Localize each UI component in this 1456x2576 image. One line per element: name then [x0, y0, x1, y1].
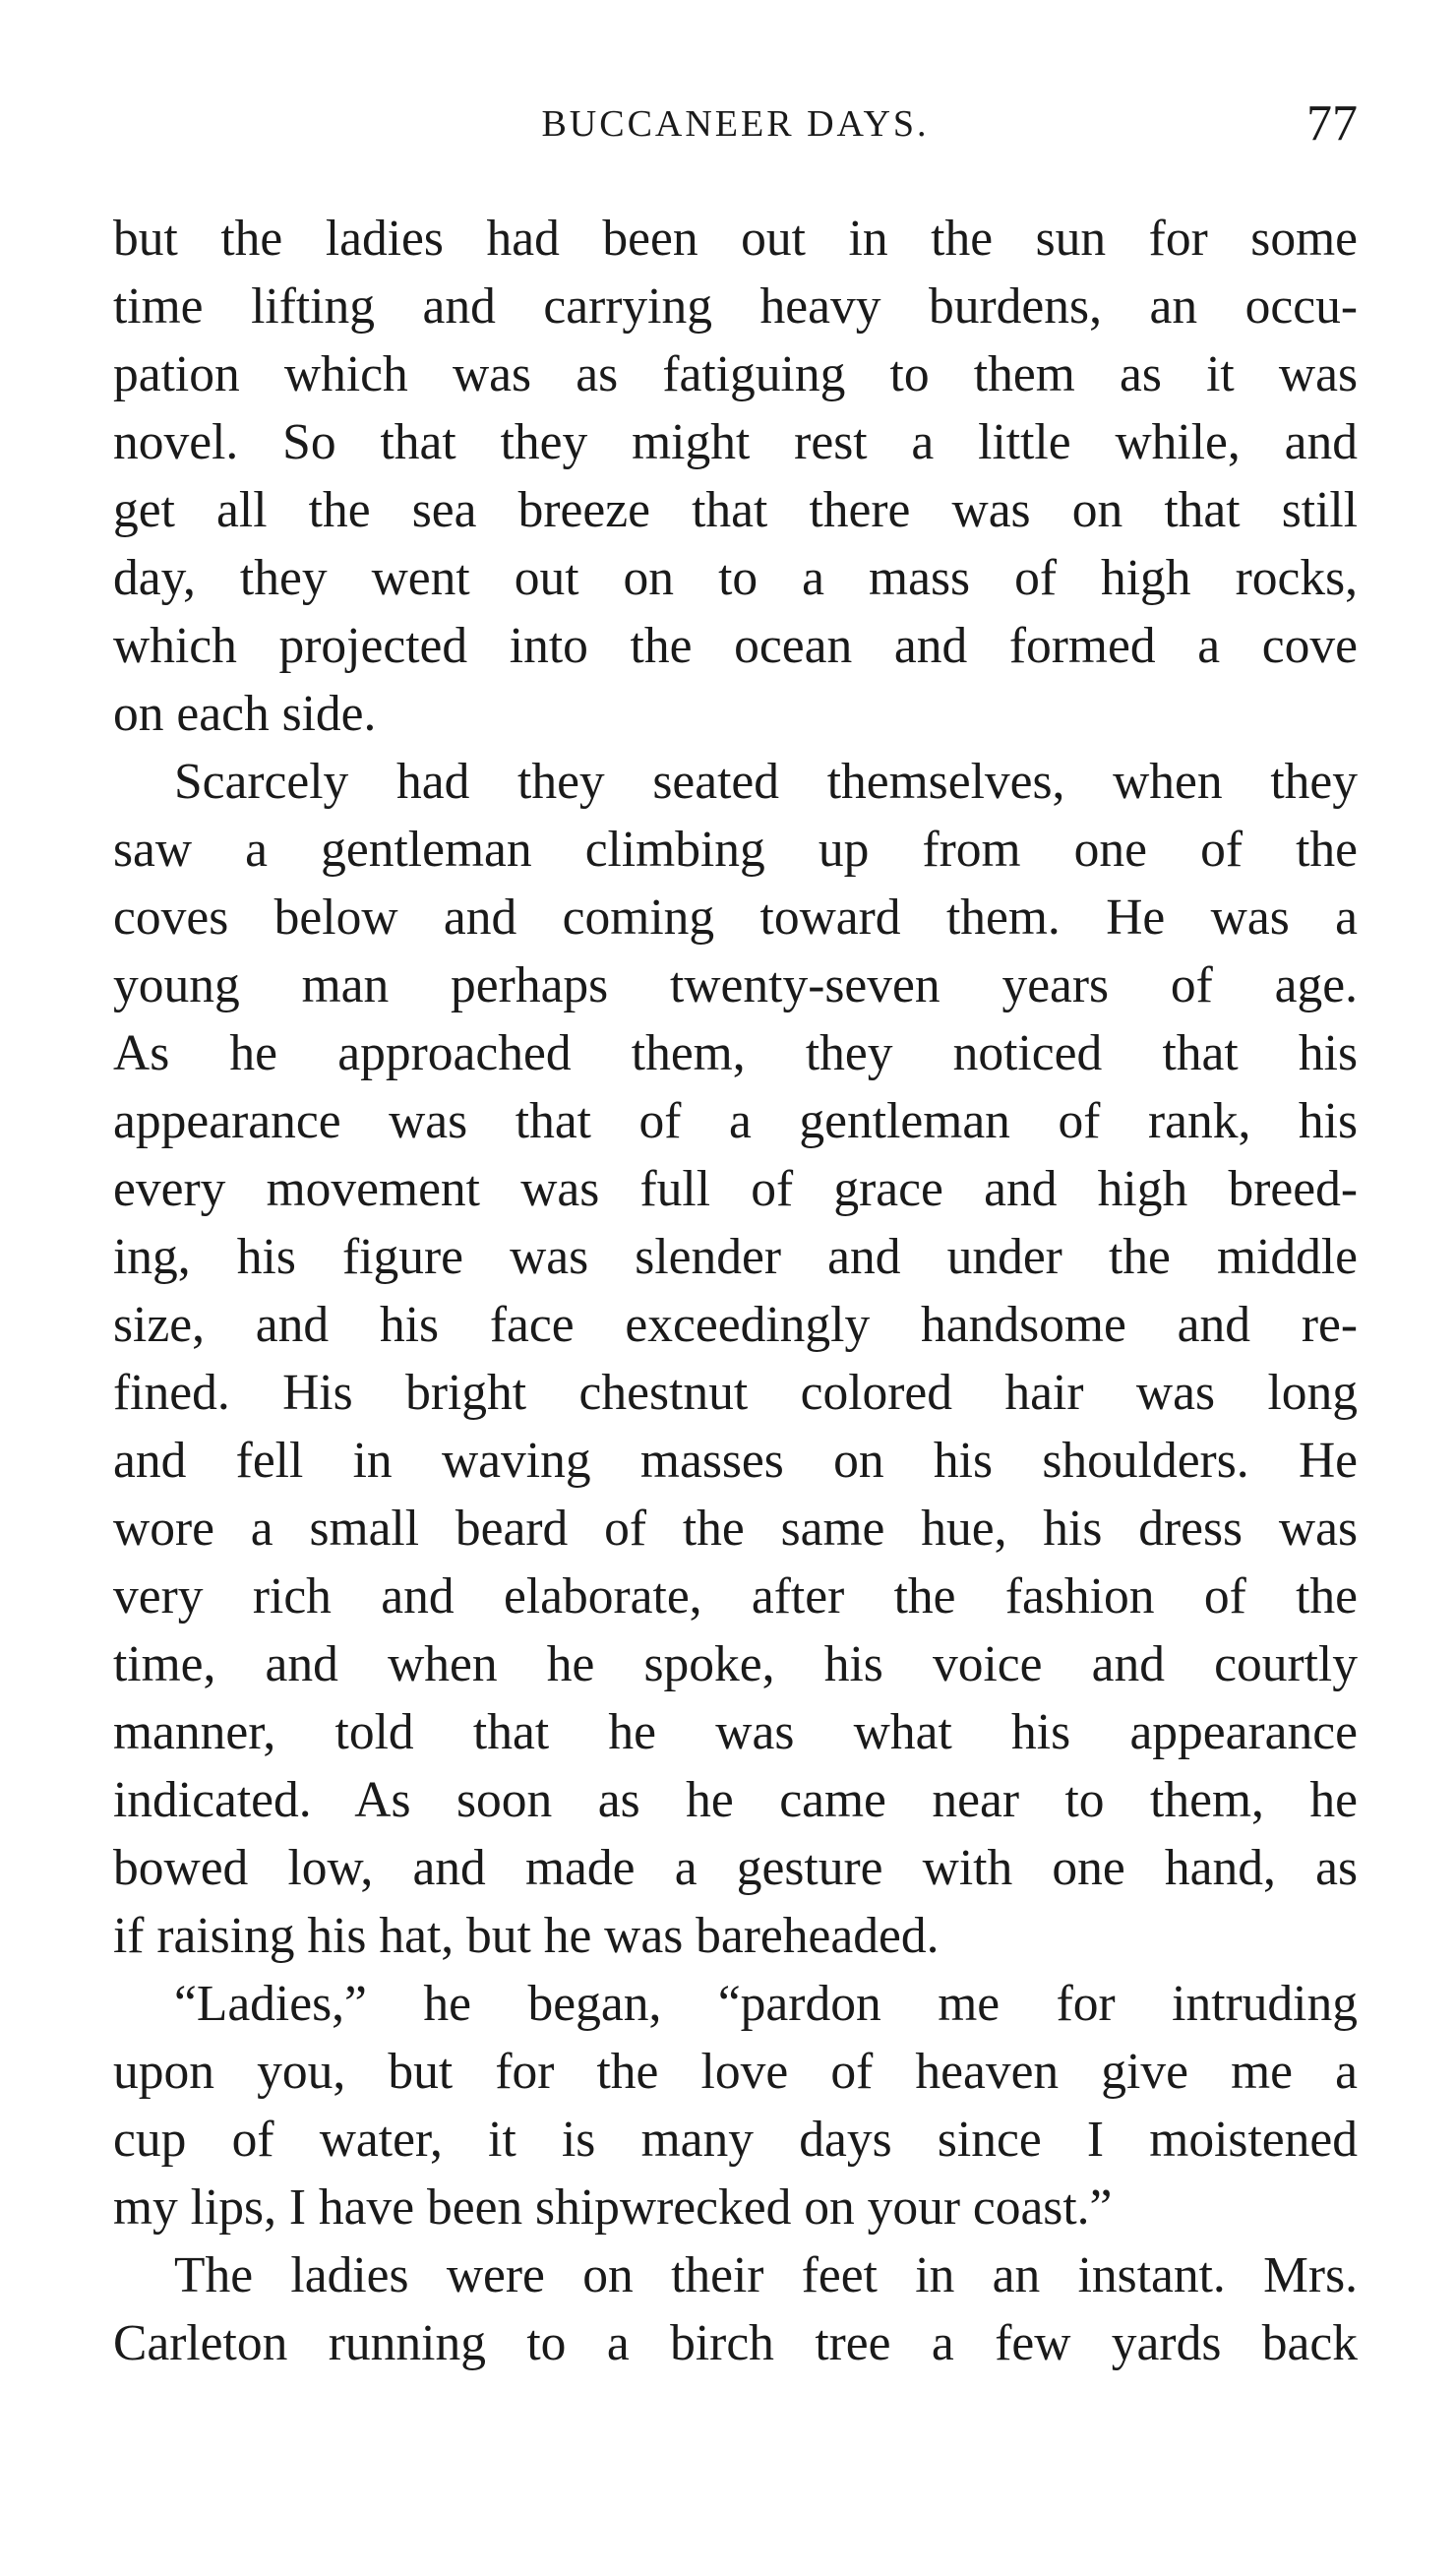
text-line: Scarcely had they seated themselves, when they	[174, 754, 1358, 810]
paragraph	[113, 205, 1358, 748]
text-line: ing, his figure was slender and under the middle	[113, 1229, 1358, 1285]
page-number: 77	[1306, 95, 1358, 152]
text-line: and fell in waving masses on his shoulders. He	[113, 1433, 1358, 1489]
text-line: saw a gentleman climbing up from one of the	[113, 822, 1358, 878]
text-line: “Ladies,” he began, “pardon me for intruding	[174, 1976, 1358, 2032]
text-line: my lips, I have been shipwrecked on your coast.”	[113, 2179, 1113, 2236]
running-title: BUCCANEER DAYS.	[541, 103, 930, 145]
text-line: As he approached them, they noticed that his	[113, 1025, 1358, 1081]
text-line: young man perhaps twenty-seven years of age.	[113, 957, 1358, 1013]
paragraph	[113, 1970, 1358, 2241]
body-text	[113, 205, 1358, 2377]
paragraph	[113, 748, 1358, 1970]
text-line: Carleton running to a birch tree a few yards back	[113, 2315, 1358, 2371]
paragraph	[113, 2241, 1358, 2377]
text-line: appearance was that of a gentleman of rank, his	[113, 1093, 1358, 1149]
text-line: indicated. As soon as he came near to them, he	[113, 1772, 1358, 1828]
text-line: if raising his hat, but he was bareheaded.	[113, 1908, 940, 1964]
text-line: every movement was full of grace and high breed-	[113, 1161, 1358, 1217]
text-line: coves below and coming toward them. He was a	[113, 889, 1358, 946]
text-line: on each side.	[113, 686, 377, 742]
text-line: time lifting and carrying heavy burdens, an occu-	[113, 278, 1358, 335]
text-line: upon you, but for the love of heaven give me a	[113, 2044, 1358, 2100]
text-line: time, and when he spoke, his voice and courtly	[113, 1636, 1358, 1692]
text-line: wore a small beard of the same hue, his dress was	[113, 1501, 1358, 1557]
running-head	[113, 94, 1358, 163]
text-line: The ladies were on their feet in an instant. Mrs.	[174, 2247, 1358, 2303]
text-line: size, and his face exceedingly handsome and re-	[113, 1297, 1358, 1353]
text-line: pation which was as fatiguing to them as it was	[113, 346, 1358, 402]
text-line: day, they went out on to a mass of high rocks,	[113, 550, 1358, 606]
text-line: cup of water, it is many days since I moistened	[113, 2112, 1358, 2168]
text-line: fined. His bright chestnut colored hair was long	[113, 1365, 1358, 1421]
text-line: novel. So that they might rest a little while, and	[113, 414, 1358, 470]
text-line: manner, told that he was what his appearance	[113, 1704, 1358, 1760]
text-line: get all the sea breeze that there was on that still	[113, 482, 1358, 538]
text-line: very rich and elaborate, after the fashion of the	[113, 1568, 1358, 1625]
text-line: bowed low, and made a gesture with one hand, as	[113, 1840, 1358, 1896]
text-line: but the ladies had been out in the sun for some	[113, 211, 1358, 267]
text-line: which projected into the ocean and formed a cove	[113, 618, 1358, 674]
